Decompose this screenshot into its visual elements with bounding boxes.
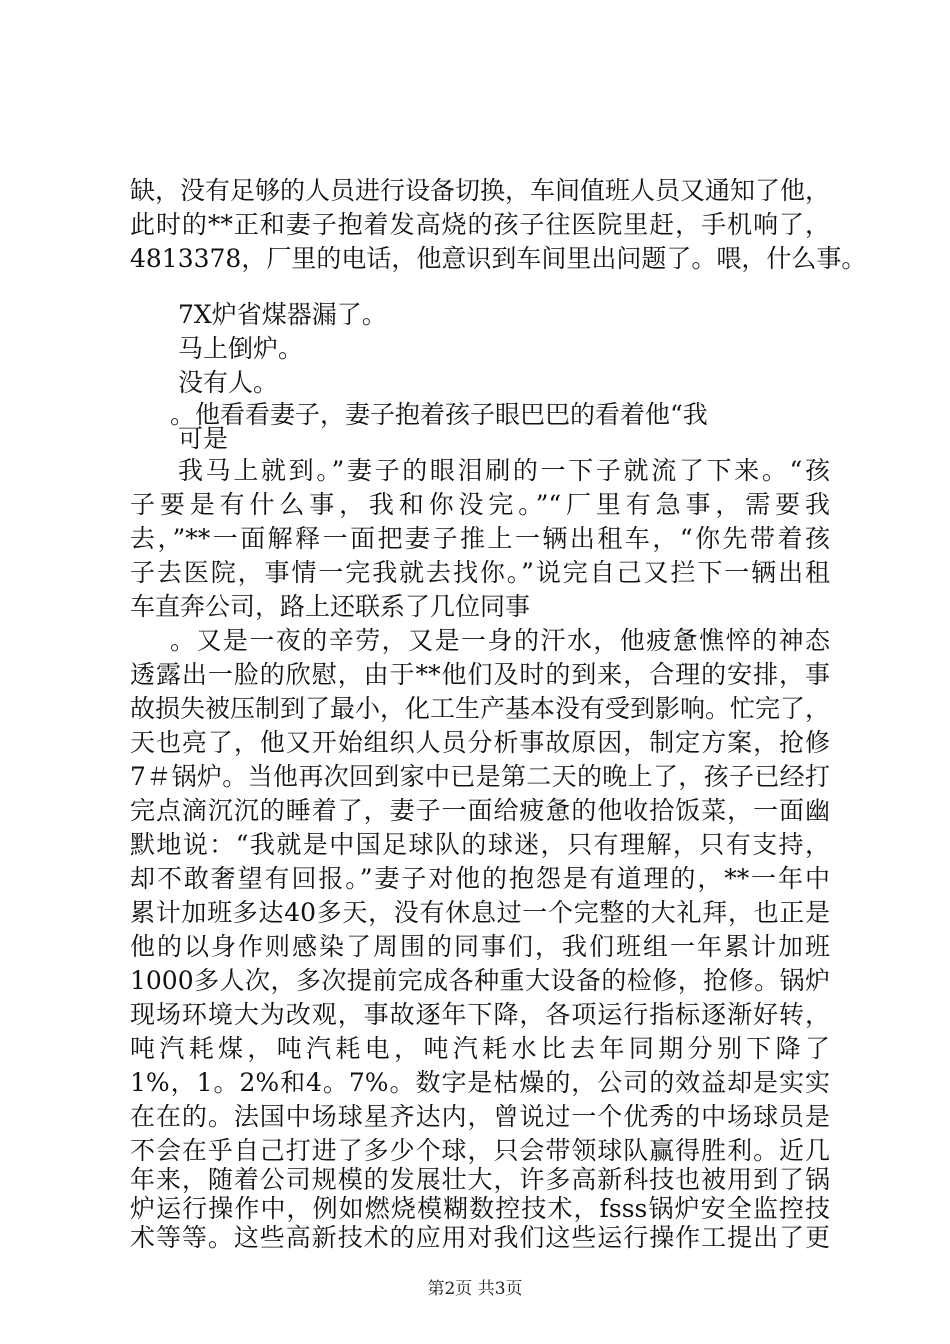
text-line-9: 我马上就到。”妻子的眼泪刷的一下子就流了下来。“孩: [178, 456, 830, 485]
text-line-12: 子去医院，事情一完我就去找你。”说完自己又拦下一辆出租: [130, 558, 830, 587]
text-line-2: 此时的**正和妻子抱着发高烧的孩子往医院里赶，手机响了，: [130, 210, 830, 239]
text-line-23: 他的以身作则感染了周围的同事们，我们班组一年累计加班: [130, 932, 830, 961]
text-line-29: 不会在乎自己打进了多少个球，只会带领球队赢得胜利。近几: [130, 1136, 830, 1165]
text-line-18: 7＃锅炉。当他再次回到家中已是第二天的晚上了，孩子已经打: [130, 762, 830, 791]
text-line-14: 。又是一夜的辛劳，又是一身的汗水，他疲惫憔悴的神态: [170, 626, 830, 655]
text-line-3: 4813378，厂里的电话，他意识到车间里出问题了。喂，什么事。: [130, 244, 867, 273]
text-line-25: 现场环境大为改观，事故逐年下降，各项运行指标逐渐好转，: [130, 1000, 830, 1029]
text-line-21: 却不敢奢望有回报。”妻子对他的抱怨是有道理的，**一年中: [130, 864, 830, 893]
text-line-22: 累计加班多达40多天，没有休息过一个完整的大礼拜，也正是: [130, 898, 830, 927]
text-line-15: 透露出一脸的欣慰，由于**他们及时的到来，合理的安排，事: [130, 660, 830, 689]
text-line-17: 天也亮了，他又开始组织人员分析事故原因，制定方案，抢修: [130, 728, 830, 757]
text-line-28: 在在的。法国中场球星齐达内，曾说过一个优秀的中场球员是: [130, 1102, 830, 1131]
text-line-6: 没有人。: [178, 368, 279, 397]
text-line-8: 可是: [178, 424, 229, 453]
text-line-32: 术等等。这些高新技术的应用对我们这些运行操作工提出了更: [130, 1223, 830, 1252]
text-line-27: 1%，1。2%和4。7%。数字是枯燥的，公司的效益却是实实: [130, 1068, 830, 1097]
text-line-19: 完点滴沉沉的睡着了，妻子一面给疲惫的他收拾饭菜，一面幽: [130, 796, 830, 825]
text-line-13: 车直奔公司，路上还联系了几位同事: [130, 592, 531, 621]
text-line-7: 。他看看妻子，妻子抱着孩子眼巴巴的看着他“我: [170, 400, 708, 429]
text-line-16: 故损失被压制到了最小，化工生产基本没有受到影响。忙完了，: [130, 694, 831, 723]
text-line-5: 马上倒炉。: [178, 334, 304, 363]
text-line-10: 子要是有什么事，我和你没完。”“厂里有急事，需要我: [130, 490, 830, 519]
text-line-11: 去，”**一面解释一面把妻子推上一辆出租车，“你先带着孩: [130, 524, 830, 553]
text-line-20: 默地说：“我就是中国足球队的球迷，只有理解，只有支持，: [130, 830, 830, 859]
text-line-26: 吨汽耗煤，吨汽耗电，吨汽耗水比去年同期分别下降了: [130, 1034, 830, 1063]
page-footer: 第2页 共3页: [427, 1279, 523, 1299]
text-line-30: 年来，随着公司规模的发展壮大，许多高新科技也被用到了锅: [130, 1165, 830, 1194]
text-line-1: 缺，没有足够的人员进行设备切换，车间值班人员又通知了他，: [130, 176, 831, 205]
text-line-31: 炉运行操作中，例如燃烧模糊数控技术，fsss锅炉安全监控技: [130, 1194, 830, 1223]
text-line-4: 7X炉省煤器漏了。: [178, 300, 387, 329]
text-line-24: 1000多人次，多次提前完成各种重大设备的检修，抢修。锅炉: [130, 966, 830, 995]
